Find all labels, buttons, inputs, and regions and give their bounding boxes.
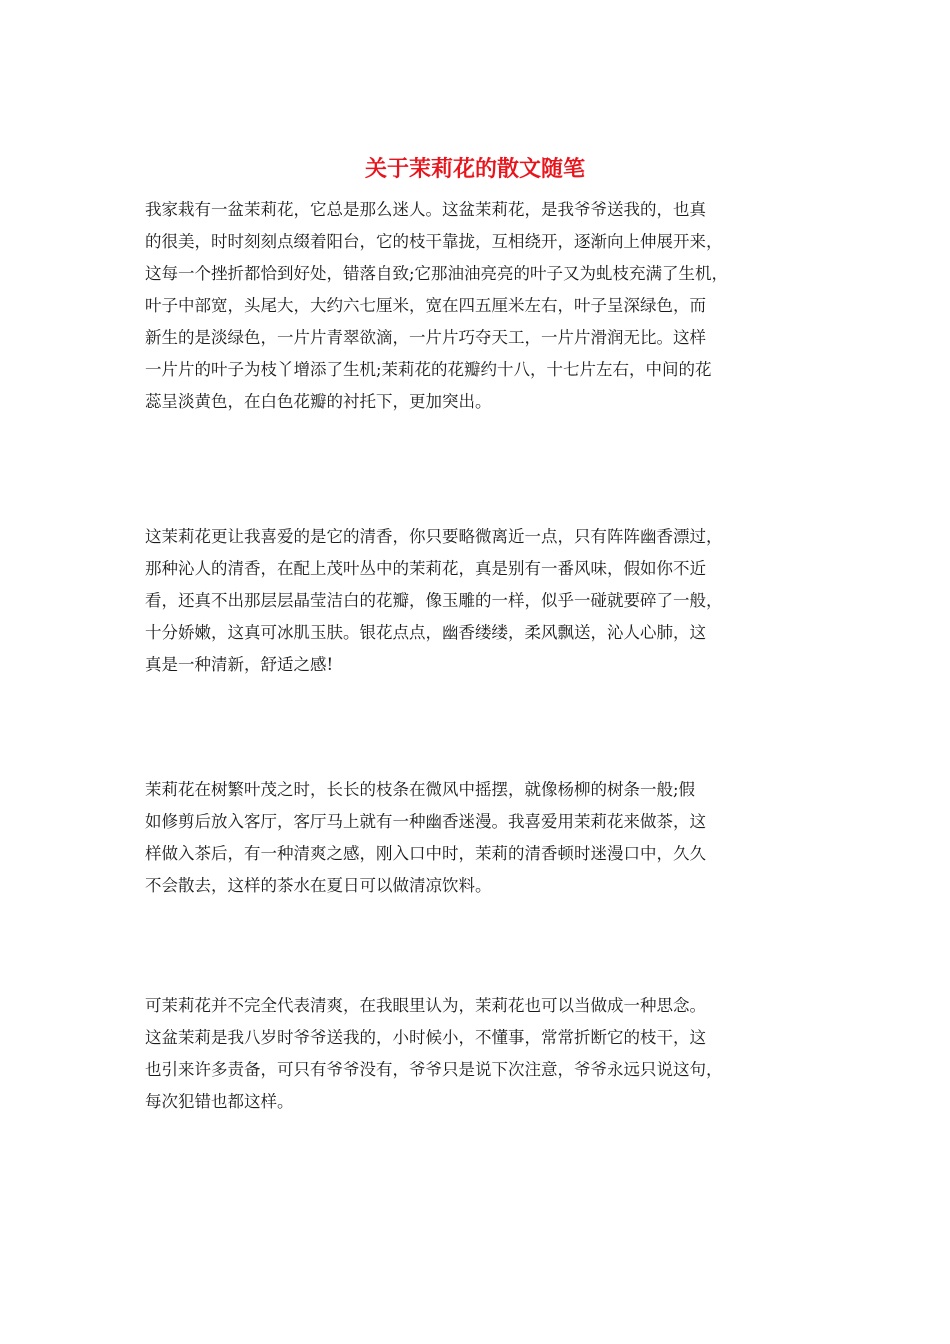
text-line: 新生的是淡绿色，一片片青翠欲滴，一片片巧夺天工，一片片滑润无比。这样 (145, 328, 706, 347)
text-line: 一片片的叶子为枝丫增添了生机;茉莉花的花瓣约十八，十七片左右，中间的花 (145, 360, 712, 379)
text-line: 那种沁人的清香，在配上茂叶丛中的茉莉花，真是别有一番风味，假如你不近 (145, 559, 706, 578)
text-line: 样做入茶后，有一种清爽之感，刚入口中时，茉莉的清香顿时迷漫口中，久久 (145, 844, 706, 863)
text-line: 叶子中部宽，头尾大，大约六七厘米，宽在四五厘米左右，叶子呈深绿色，而 (145, 296, 706, 315)
text-line: 真是一种清新，舒适之感! (145, 655, 334, 674)
text-line: 每次犯错也都这样。 (145, 1092, 294, 1111)
text-line: 十分娇嫩，这真可冰肌玉肤。银花点点，幽香缕缕，柔风飘送，沁人心肺，这 (145, 623, 706, 642)
paragraph-1 (145, 194, 815, 418)
text-line: 我家栽有一盆茉莉花，它总是那么迷人。这盆茉莉花，是我爷爷送我的，也真 (145, 200, 706, 219)
text-line: 如修剪后放入客厅，客厅马上就有一种幽香迷漫。我喜爱用茉莉花来做茶，这 (145, 812, 706, 831)
text-line: 也引来许多责备，可只有爷爷没有，爷爷只是说下次注意，爷爷永远只说这句， (145, 1060, 723, 1079)
text-line: 茉莉花在树繁叶茂之时，长长的枝条在微风中摇摆，就像杨柳的树条一般;假 (145, 780, 696, 799)
text-line: 这茉莉花更让我喜爱的是它的清香，你只要略微离近一点，只有阵阵幽香漂过， (145, 527, 723, 546)
text-line: 看，还真不出那层层晶莹洁白的花瓣，像玉雕的一样，似乎一碰就要碎了一般， (145, 591, 723, 610)
text-line: 的很美，时时刻刻点缀着阳台，它的枝干靠拢，互相绕开，逐渐向上伸展开来， (145, 232, 723, 251)
paragraph-3 (145, 774, 815, 902)
text-line: 不会散去，这样的茶水在夏日可以做清凉饮料。 (145, 876, 492, 895)
paragraph-4 (145, 990, 815, 1118)
text-line: 这每一个挫折都恰到好处，错落自致;它那油油亮亮的叶子又为虬枝充满了生机， (145, 264, 729, 283)
text-line: 可茉莉花并不完全代表清爽，在我眼里认为，茉莉花也可以当做成一种思念。 (145, 996, 706, 1015)
paragraph-2 (145, 521, 815, 681)
text-line: 这盆茉莉是我八岁时爷爷送我的，小时候小，不懂事，常常折断它的枝干，这 (145, 1028, 706, 1047)
document-title: 关于茉莉花的散文随笔 (364, 157, 585, 182)
text-line: 蕊呈淡黄色，在白色花瓣的衬托下，更加突出。 (145, 392, 492, 411)
